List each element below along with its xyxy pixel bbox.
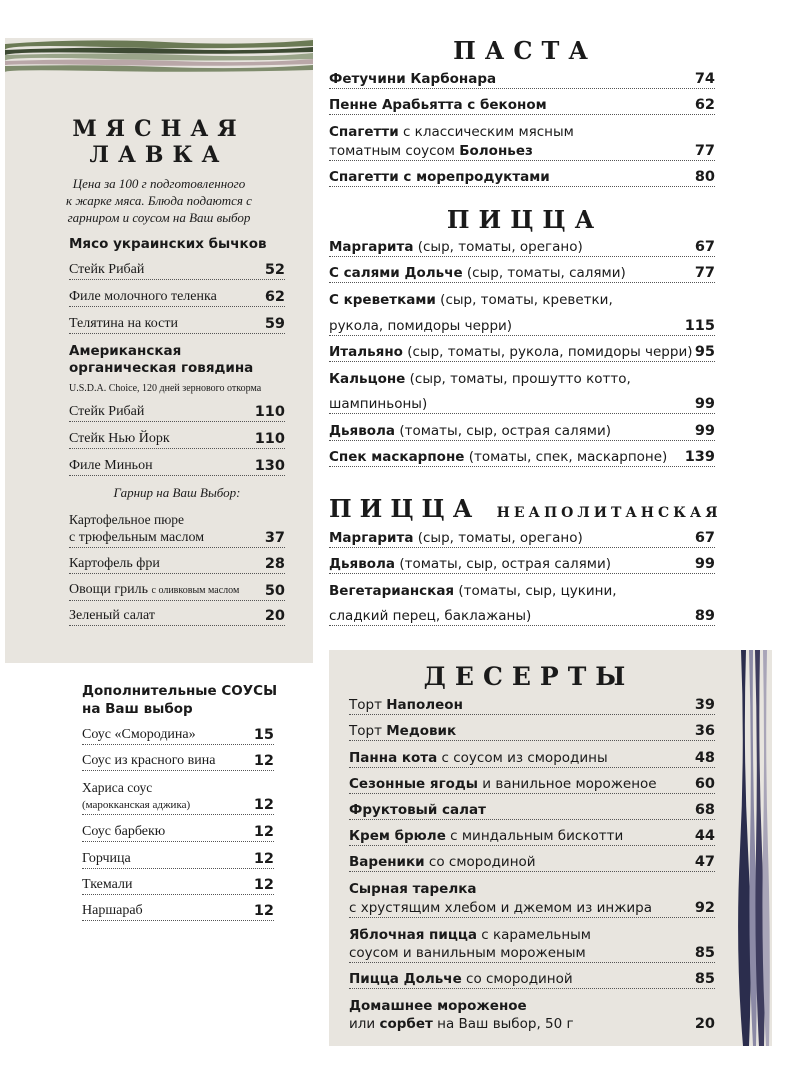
item-price: 99	[694, 423, 715, 439]
item-name	[329, 71, 496, 87]
item-name-bold: Спагетти с морепродуктами	[329, 169, 550, 185]
menu-item	[349, 900, 715, 918]
item-name: рукола, помидоры черри)	[329, 318, 513, 334]
item-name-bold: Яблочная пицца	[349, 927, 477, 943]
item-name	[349, 1016, 574, 1032]
menu-item	[349, 802, 715, 820]
item-name-rest: (сыр, томаты, прошутто котто,	[405, 371, 631, 387]
menu-item	[329, 169, 715, 187]
item-name: с хрустящим хлебом и джемом из инжира	[349, 900, 653, 916]
item-name: Наршараб	[82, 903, 143, 918]
menu-item	[69, 262, 285, 280]
item-name: Картофель фри	[69, 556, 160, 571]
item-name: соусом и ванильным мороженым	[349, 945, 586, 961]
item-name-rest: (томаты, сыр, острая салями)	[395, 423, 611, 439]
item-price: 20	[264, 608, 285, 624]
item-name-bold: Вареники	[349, 854, 425, 870]
item-name-rest: томатным соусом	[329, 143, 460, 159]
item-name-bold: сорбет	[379, 1016, 433, 1032]
item-price: 77	[694, 265, 715, 281]
item-price: 12	[253, 851, 274, 867]
menu-item	[69, 431, 285, 449]
cheese-plate-line1	[349, 881, 477, 897]
item-name-bold: Маргарита	[329, 530, 414, 546]
item-name-bold: Дьявола	[329, 556, 396, 572]
item-name-bold: Пицца Дольче	[349, 971, 462, 987]
menu-item	[329, 97, 715, 115]
sauces-heading-line2: на Ваш выбор	[82, 701, 193, 717]
item-name-rest: и ванильное мороженое	[478, 776, 657, 792]
item-name-bold: Фруктовый салат	[349, 802, 486, 818]
meat-shop-panel	[5, 38, 313, 663]
item-price: 28	[264, 556, 285, 572]
item-name-bold: Крем брюле	[349, 828, 446, 844]
item-name-bold: Медовик	[386, 723, 457, 739]
item-price: 12	[253, 797, 274, 813]
item-price: 85	[694, 945, 715, 961]
menu-item	[82, 727, 274, 745]
item-name: Соус из красного вина	[82, 753, 216, 768]
item-name	[69, 582, 239, 599]
item-name-rest: (томаты, сыр, острая салями)	[395, 556, 611, 572]
menu-item	[329, 143, 715, 161]
item-name-bold: С салями Дольче	[329, 265, 463, 281]
item-name	[329, 423, 611, 439]
item-name-rest: со смородиной	[461, 971, 573, 987]
item-price: 85	[694, 971, 715, 987]
item-price: 44	[694, 828, 715, 844]
meat-note-line3: гарниром и соусом на Ваш выбор	[67, 210, 251, 225]
menu-item	[329, 318, 715, 336]
menu-item	[349, 971, 715, 989]
item-name-bold: Спагетти	[329, 124, 399, 140]
item-name: (марокканская аджика)	[82, 799, 191, 811]
item-name-bold: Пенне Арабьятта с беконом	[329, 97, 547, 113]
item-price: 67	[694, 530, 715, 546]
meat-note-line2: к жарке мяса. Блюда подаются с	[66, 193, 252, 208]
item-price: 130	[254, 458, 285, 474]
menu-item	[82, 903, 274, 921]
item-name	[329, 169, 550, 185]
menu-item	[349, 945, 715, 963]
item-price: 89	[694, 608, 715, 624]
item-name-rest: или	[349, 1016, 380, 1032]
item-name	[329, 530, 583, 546]
item-price: 12	[253, 903, 274, 919]
item-name-rest: (сыр, томаты, орегано)	[413, 530, 583, 546]
item-name-rest: на Ваш выбор, 50 г	[432, 1016, 574, 1032]
item-name	[349, 828, 623, 844]
item-price: 110	[254, 404, 285, 420]
item-name: Стейк Рибай	[69, 262, 145, 277]
pasta-title: ПАСТА	[453, 36, 597, 65]
menu-item	[349, 828, 715, 846]
menu-item	[329, 344, 715, 362]
item-price: 60	[694, 776, 715, 792]
item-price: 77	[694, 143, 715, 159]
garnish-puree-line1: Картофельное пюре	[69, 512, 185, 527]
harissa-line1: Хариса соус	[82, 780, 153, 795]
menu-item	[349, 1016, 715, 1033]
item-price: 62	[694, 97, 715, 113]
item-name-bold: Наполеон	[386, 697, 463, 713]
item-price: 80	[694, 169, 715, 185]
menu-item	[329, 556, 715, 574]
item-name-bold: Панна кота	[349, 750, 438, 766]
item-name-bold: Маргарита	[329, 239, 414, 255]
item-name-rest: со смородиной	[424, 854, 536, 870]
menu-item	[329, 449, 715, 467]
menu-item	[69, 530, 285, 548]
item-price: 95	[694, 344, 715, 360]
menu-item	[69, 582, 285, 601]
menu-item	[82, 753, 274, 771]
item-name-bold: Домашнее мороженое	[349, 998, 527, 1014]
item-name-rest: (сыр, томаты, рукола, помидоры черри)	[402, 344, 693, 360]
item-name: Соус «Смородина»	[82, 727, 196, 742]
vegetarian-line1	[329, 583, 617, 599]
item-price: 92	[694, 900, 715, 916]
item-name-rest: с миндальным бискотти	[445, 828, 624, 844]
item-price: 39	[694, 697, 715, 713]
menu-item	[349, 750, 715, 768]
item-name	[349, 971, 573, 987]
item-name-bold: Итальяно	[329, 344, 403, 360]
item-name-rest: Торт	[349, 723, 387, 739]
item-name-rest: с карамельным	[476, 927, 591, 943]
item-price: 68	[694, 802, 715, 818]
neapolitan-title-sub: НЕАПОЛИТАНСКАЯ	[496, 505, 722, 521]
calzone-line1	[329, 371, 631, 387]
item-name	[349, 802, 486, 818]
apple-pizza-line1	[349, 927, 591, 943]
item-name-rest: с классическим мясным	[398, 124, 574, 140]
item-price: 52	[264, 262, 285, 278]
garnish-heading: Гарнир на Ваш Выбор:	[113, 485, 241, 500]
pizza-title: ПИЦЦА	[446, 205, 604, 234]
item-name: Ткемали	[82, 877, 133, 892]
menu-item	[69, 404, 285, 422]
menu-item	[329, 239, 715, 257]
item-name: Зеленый салат	[69, 608, 155, 623]
item-name	[349, 697, 463, 713]
menu-item	[69, 316, 285, 334]
menu-item	[349, 854, 715, 872]
item-name	[329, 449, 667, 465]
item-name	[349, 776, 657, 792]
item-price: 36	[694, 723, 715, 739]
item-name-small: с оливковым маслом	[151, 585, 240, 596]
item-price: 47	[694, 854, 715, 870]
item-name	[329, 265, 626, 281]
item-name	[329, 97, 547, 113]
item-name: Филе молочного теленка	[69, 289, 217, 304]
item-name: Горчица	[82, 851, 131, 866]
item-name-bold: Болоньез	[459, 143, 533, 159]
item-price: 99	[694, 556, 715, 572]
menu-item	[69, 458, 285, 476]
menu-item	[69, 556, 285, 574]
ukrainian-beef-heading: Мясо украинских бычков	[69, 236, 267, 252]
item-price: 59	[264, 316, 285, 332]
desserts-title: ДЕСЕРТЫ	[423, 662, 635, 691]
item-price: 50	[264, 583, 285, 599]
neapolitan-title-main: ПИЦЦА	[329, 494, 481, 523]
item-name	[329, 344, 693, 360]
pasta-bolognese-line1	[329, 124, 574, 140]
menu-item	[329, 265, 715, 283]
item-name-bold: Сырная тарелка	[349, 881, 477, 897]
item-name-rest: (томаты, сыр, цукини,	[454, 583, 617, 599]
item-name	[329, 143, 533, 159]
menu-item	[82, 797, 274, 815]
american-beef-subtitle: U.S.D.A. Choice, 120 дней зернового откорма	[69, 383, 262, 394]
neapolitan-pizza-title	[329, 494, 722, 523]
menu-item	[349, 776, 715, 794]
item-price: 115	[684, 318, 715, 334]
item-name	[349, 750, 608, 766]
item-name	[349, 723, 456, 739]
item-price: 139	[684, 449, 715, 465]
item-name-bold: Кальцоне	[329, 371, 406, 387]
item-name-rest: (сыр, томаты, креветки,	[435, 292, 613, 308]
item-name: Филе Миньон	[69, 458, 153, 473]
menu-item	[349, 697, 715, 715]
decorative-stripes-top	[5, 38, 313, 78]
item-price: 74	[694, 71, 715, 87]
item-name	[329, 556, 611, 572]
item-name: Стейк Рибай	[69, 404, 145, 419]
item-price: 20	[694, 1016, 715, 1032]
item-price: 12	[253, 824, 274, 840]
item-price: 15	[253, 727, 274, 743]
menu-item	[69, 289, 285, 307]
menu-item	[329, 608, 715, 626]
item-name-rest: (томаты, спек, маскарпоне)	[464, 449, 668, 465]
item-name: шампиньоны)	[329, 396, 428, 412]
meat-shop-title-line2: ЛАВКА	[89, 142, 229, 168]
item-name-rest: с соусом из смородины	[437, 750, 608, 766]
item-price: 12	[253, 753, 274, 769]
item-price: 48	[694, 750, 715, 766]
menu-item	[329, 530, 715, 548]
item-name-bold: Спек маскарпоне	[329, 449, 465, 465]
american-beef-heading-line2: органическая говядина	[69, 360, 254, 376]
menu-item	[329, 71, 715, 89]
item-name-bold: С креветками	[329, 292, 436, 308]
ice-cream-line1	[349, 998, 527, 1014]
item-name: сладкий перец, баклажаны)	[329, 608, 532, 624]
item-price: 110	[254, 431, 285, 447]
item-name: Телятина на кости	[69, 316, 178, 331]
item-name-rest: (сыр, томаты, салями)	[462, 265, 626, 281]
shrimp-line1	[329, 292, 613, 308]
decorative-stripes-side	[737, 650, 772, 1046]
item-name-bold: Сезонные ягоды	[349, 776, 479, 792]
menu-item	[82, 824, 274, 842]
sauces-heading-line1: Дополнительные СОУСЫ	[82, 683, 278, 699]
item-name-bold: Вегетарианская	[329, 583, 455, 599]
item-name: Стейк Нью Йорк	[69, 431, 170, 446]
item-price: 62	[264, 289, 285, 305]
item-name	[349, 854, 536, 870]
menu-item	[329, 423, 715, 441]
item-price: 12	[253, 877, 274, 893]
menu-item	[82, 851, 274, 869]
item-name-bold: Фетучини Карбонара	[329, 71, 497, 87]
menu-item	[349, 723, 715, 741]
menu-item	[329, 396, 715, 414]
item-name: Соус барбекю	[82, 824, 166, 839]
item-price: 37	[264, 530, 285, 546]
menu-item	[82, 877, 274, 895]
american-beef-heading-line1: Американская	[69, 343, 182, 359]
item-name: с трюфельным маслом	[69, 530, 205, 545]
item-name-bold: Дьявола	[329, 423, 396, 439]
item-name-rest: (сыр, томаты, орегано)	[413, 239, 583, 255]
meat-shop-title-line1: МЯСНАЯ	[72, 116, 246, 142]
item-name-main: Овощи гриль	[69, 582, 149, 597]
item-price: 99	[694, 396, 715, 412]
meat-note-line1: Цена за 100 г подготовленного	[72, 176, 246, 191]
item-name	[329, 239, 583, 255]
item-price: 67	[694, 239, 715, 255]
menu-item	[69, 608, 285, 626]
item-name-rest: Торт	[349, 697, 387, 713]
